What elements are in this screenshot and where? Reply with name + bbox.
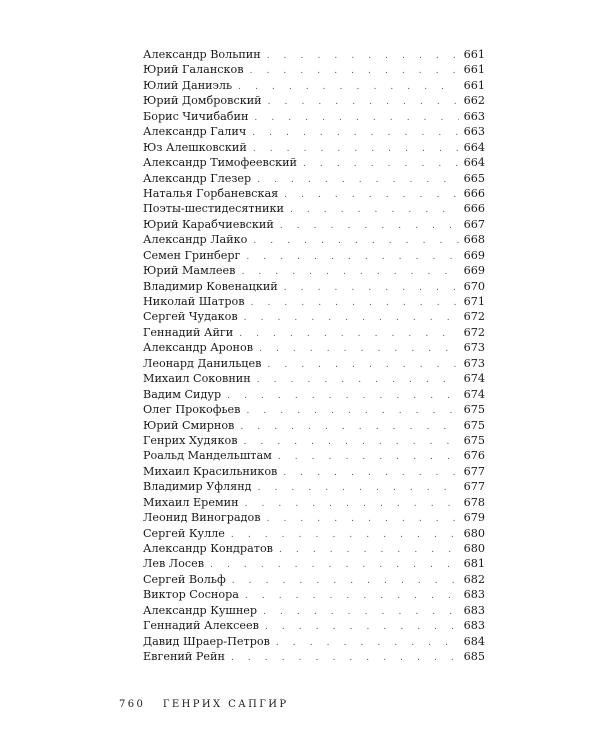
- toc-dot-leader: [253, 234, 459, 249]
- toc-entry-page: 683: [463, 619, 485, 633]
- toc-entry-page: 685: [463, 650, 485, 664]
- toc-entry: [143, 556, 485, 571]
- toc-entry: [143, 78, 485, 93]
- toc-dot-leader: [279, 543, 459, 558]
- toc-entry-page: 661: [463, 78, 485, 92]
- toc-entry-title: Вадим Сидур: [143, 387, 222, 401]
- toc-entry: [143, 371, 485, 386]
- toc-entry: [143, 217, 485, 232]
- toc-dot-leader: [267, 512, 459, 527]
- toc-entry: [143, 356, 485, 371]
- toc-dot-leader: [239, 327, 459, 342]
- toc-dot-leader: [254, 111, 459, 126]
- toc-entry-title: Сергей Вольф: [143, 572, 226, 586]
- toc-entry-title: Леонид Виноградов: [143, 511, 261, 525]
- toc-entry: [143, 279, 485, 294]
- toc-entry-page: 682: [463, 572, 485, 586]
- toc-dot-leader: [303, 157, 459, 172]
- toc-entry-page: 663: [463, 109, 485, 123]
- toc-entry: [143, 309, 485, 324]
- toc-dot-leader: [267, 49, 459, 64]
- toc-entry: [143, 464, 485, 479]
- toc-dot-leader: [257, 173, 459, 188]
- toc-dot-leader: [245, 589, 459, 604]
- toc-dot-leader: [246, 404, 459, 419]
- toc-entry: [143, 62, 485, 77]
- toc-entry-title: Юрий Мамлеев: [143, 264, 236, 278]
- toc-dot-leader: [283, 466, 459, 481]
- toc-entry-page: 677: [463, 480, 485, 494]
- toc-entry-title: Генрих Худяков: [143, 433, 238, 447]
- toc-entry-title: Михаил Соковнин: [143, 372, 251, 386]
- toc-entry-page: 683: [463, 603, 485, 617]
- toc-entry: [143, 387, 485, 402]
- toc-entry-title: Александр Лайко: [143, 233, 248, 247]
- toc-entry: [143, 201, 485, 216]
- toc-entry-page: 681: [463, 557, 485, 571]
- toc-entry: [143, 186, 485, 201]
- toc-dot-leader: [259, 342, 459, 357]
- toc-entry: [143, 603, 485, 618]
- toc-entry-page: 683: [463, 588, 485, 602]
- toc-entry-title: Михаил Красильников: [143, 464, 278, 478]
- toc-entry-title: Юрий Галансков: [143, 63, 244, 77]
- toc-entry-page: 666: [463, 186, 485, 200]
- toc-entry-page: 679: [463, 511, 485, 525]
- toc-entry: [143, 479, 485, 494]
- toc-entry-title: Наталья Горбаневская: [143, 186, 279, 200]
- running-title: ГЕНРИХ САПГИР: [162, 699, 289, 710]
- toc-entry: [143, 587, 485, 602]
- toc-dot-leader: [250, 64, 459, 79]
- toc-dot-leader: [284, 188, 459, 203]
- toc-entry-page: 666: [463, 202, 485, 216]
- page-footer: [119, 699, 289, 710]
- toc-entry-title: Юрий Домбровский: [143, 94, 262, 108]
- toc-entry-page: 671: [463, 295, 485, 308]
- toc-entry-title: Лев Лосев: [143, 557, 205, 571]
- toc-entry-title: Роальд Мандельштам: [143, 449, 272, 463]
- toc-entry: [143, 155, 485, 170]
- toc-entry-page: 668: [463, 233, 485, 247]
- footer-page-number: 760: [119, 699, 146, 710]
- toc-entry-title: Поэты-шестидесятники: [143, 202, 284, 216]
- toc-dot-leader: [244, 311, 459, 326]
- toc-entry-page: 669: [463, 248, 485, 262]
- toc-dot-leader: [232, 574, 459, 589]
- toc-dot-leader: [245, 497, 459, 512]
- toc-entry-title: Юлий Даниэль: [143, 78, 233, 92]
- toc-entry-page: 684: [463, 634, 485, 648]
- toc-dot-leader: [290, 203, 459, 218]
- toc-entry-page: 661: [463, 48, 485, 61]
- toc-entry: [143, 433, 485, 448]
- toc-entry: [143, 418, 485, 433]
- toc-entry: [143, 109, 485, 124]
- toc-entry-page: 672: [463, 310, 485, 324]
- toc-dot-leader: [267, 358, 459, 373]
- toc-entry: [143, 541, 485, 556]
- toc-entry-page: 675: [463, 418, 485, 432]
- toc-entry-title: Леонард Данильцев: [143, 356, 262, 370]
- toc-dot-leader: [263, 605, 459, 620]
- toc-entry-page: 667: [463, 217, 485, 231]
- toc-dot-leader: [268, 95, 459, 110]
- toc-entry-title: Александр Кондратов: [143, 542, 273, 555]
- toc-entry-page: 662: [463, 94, 485, 108]
- toc-entry-title: Юрий Карабчиевский: [143, 217, 274, 231]
- toc-entry-page: 669: [463, 264, 485, 278]
- toc-entry-page: 665: [463, 171, 485, 185]
- toc-entry: [143, 232, 485, 247]
- toc-dot-leader: [280, 219, 459, 234]
- toc-dot-leader: [251, 296, 459, 311]
- toc-dot-leader: [246, 250, 459, 265]
- toc-entry-title: Олег Прокофьев: [143, 403, 241, 417]
- toc-entry-page: 664: [463, 156, 485, 170]
- toc-entry: [143, 634, 485, 649]
- toc-dot-leader: [238, 80, 459, 95]
- toc-entry: [143, 510, 485, 525]
- toc-entry: [143, 93, 485, 108]
- toc-entry: [143, 47, 485, 62]
- toc-dot-leader: [227, 389, 459, 404]
- toc-entry-page: 680: [463, 542, 485, 555]
- toc-entry: [143, 526, 485, 541]
- table-of-contents: [143, 47, 485, 665]
- toc-entry-title: Геннадий Айги: [143, 325, 234, 339]
- toc-entry: [143, 140, 485, 155]
- toc-entry-title: Николай Шатров: [143, 295, 245, 308]
- toc-dot-leader: [276, 636, 459, 651]
- toc-entry-page: 677: [463, 464, 485, 478]
- toc-entry: [143, 402, 485, 417]
- toc-entry: [143, 124, 485, 139]
- toc-entry-page: 661: [463, 63, 485, 77]
- toc-entry-page: 675: [463, 403, 485, 417]
- toc-entry: [143, 248, 485, 263]
- toc-entry-title: Сергей Чудаков: [143, 310, 238, 324]
- toc-entry-page: 670: [463, 279, 485, 293]
- toc-entry-title: Владимир Ковенацкий: [143, 279, 278, 293]
- toc-entry-page: 664: [463, 140, 485, 154]
- toc-entry-title: Александр Кушнер: [143, 603, 258, 617]
- toc-dot-leader: [278, 450, 459, 465]
- toc-entry: [143, 294, 485, 309]
- toc-entry-title: Геннадий Алексеев: [143, 619, 259, 633]
- toc-entry-page: 674: [463, 387, 485, 401]
- toc-entry: [143, 572, 485, 587]
- toc-dot-leader: [240, 420, 459, 435]
- toc-entry-page: 678: [463, 495, 485, 509]
- toc-entry-page: 674: [463, 372, 485, 386]
- toc-entry-page: 673: [463, 356, 485, 370]
- toc-entry: [143, 649, 485, 664]
- toc-entry-title: Сергей Кулле: [143, 526, 225, 540]
- toc-entry: [143, 325, 485, 340]
- toc-entry-title: Семен Гринберг: [143, 248, 241, 262]
- toc-entry-page: 663: [463, 125, 485, 139]
- toc-entry-title: Юз Алешковский: [143, 140, 247, 154]
- toc-entry-title: Евгений Рейн: [143, 650, 225, 664]
- toc-entry-title: Александр Вольпин: [143, 48, 261, 61]
- toc-dot-leader: [284, 281, 459, 296]
- toc-entry: [143, 495, 485, 510]
- toc-entry-title: Александр Галич: [143, 125, 247, 139]
- toc-dot-leader: [258, 481, 459, 496]
- toc-entry-page: 675: [463, 433, 485, 447]
- toc-entry-page: 673: [463, 341, 485, 355]
- toc-entry: [143, 171, 485, 186]
- toc-entry: [143, 448, 485, 463]
- toc-entry: [143, 340, 485, 355]
- toc-dot-leader: [252, 126, 459, 141]
- toc-entry-page: 676: [463, 449, 485, 463]
- toc-entry: [143, 263, 485, 278]
- toc-entry-title: Александр Аронов: [143, 341, 254, 355]
- toc-dot-leader: [257, 373, 459, 388]
- toc-dot-leader: [210, 558, 459, 573]
- toc-entry-title: Давид Шраер-Петров: [143, 634, 270, 648]
- toc-entry-title: Михаил Еремин: [143, 495, 239, 509]
- toc-entry-title: Александр Тимофеевский: [143, 156, 298, 170]
- toc-entry-page: 680: [463, 526, 485, 540]
- toc-entry-title: Юрий Смирнов: [143, 418, 235, 432]
- toc-entry-title: Владимир Уфлянд: [143, 480, 252, 494]
- toc-dot-leader: [231, 651, 459, 666]
- toc-entry-title: Александр Глезер: [143, 171, 252, 185]
- toc-entry: [143, 618, 485, 633]
- toc-entry-title: Виктор Соснора: [143, 588, 239, 602]
- toc-entry-page: 672: [463, 325, 485, 339]
- toc-dot-leader: [265, 620, 459, 635]
- toc-entry-title: Борис Чичибабин: [143, 109, 249, 123]
